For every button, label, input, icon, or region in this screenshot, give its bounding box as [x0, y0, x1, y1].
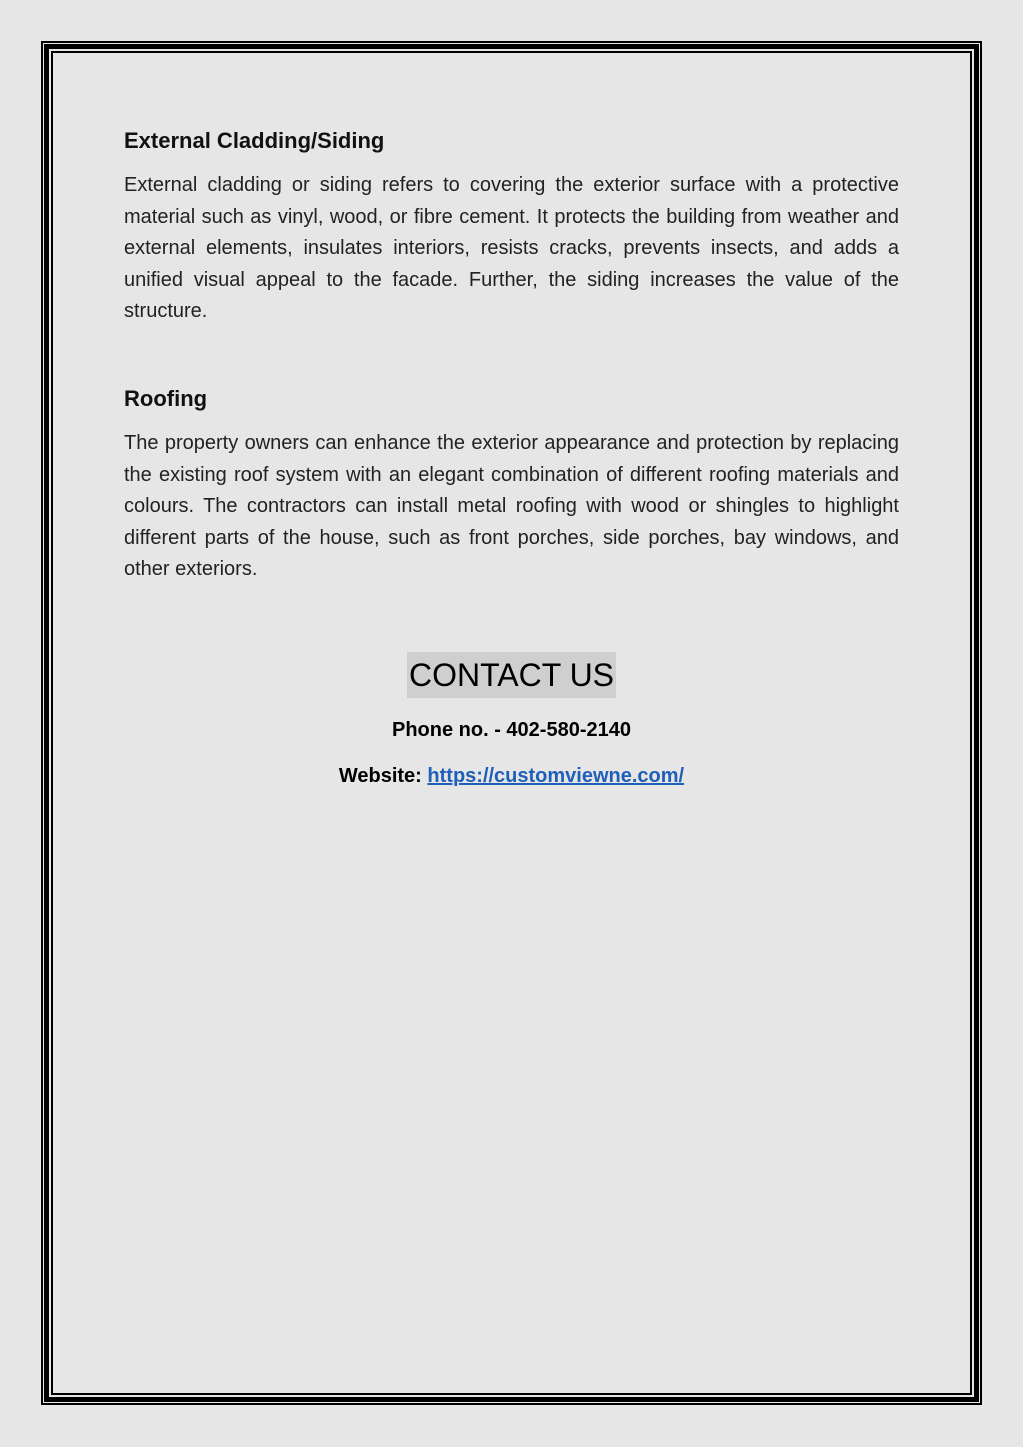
section-body-external-cladding: External cladding or siding refers to covering the exterior surface with a protective material such as vinyl, wood, or fibre cement. It protects the building from weather and external elements, insulates interiors, resists cracks, prevents insects, and adds a unified visual appeal to the facade. Further, the siding increases the value of the structure.: [124, 174, 899, 323]
website-link[interactable]: https://customviewne.com/: [427, 765, 685, 787]
document-content: [124, 124, 899, 586]
section-body-roofing: The property owners can enhance the exterior appearance and protection by replacing the existing roof system with an elegant combination of different roofing materials and colours. The contractors can install metal roofing with wood or shingles to highlight different parts of the house, such as front porches, side porches, bay windows, and other exteriors.: [124, 431, 899, 581]
section-roofing: [124, 382, 899, 586]
contact-title: CONTACT US: [407, 652, 616, 698]
phone-line: Phone no. - 402-580-2140: [392, 719, 631, 741]
section-heading-roofing: Roofing: [124, 385, 208, 411]
section-heading-external-cladding: External Cladding/Siding: [124, 128, 385, 153]
website-line: [124, 762, 899, 790]
section-external-cladding: [124, 124, 899, 328]
contact-block: [124, 652, 899, 790]
website-label: Website:: [338, 765, 422, 787]
